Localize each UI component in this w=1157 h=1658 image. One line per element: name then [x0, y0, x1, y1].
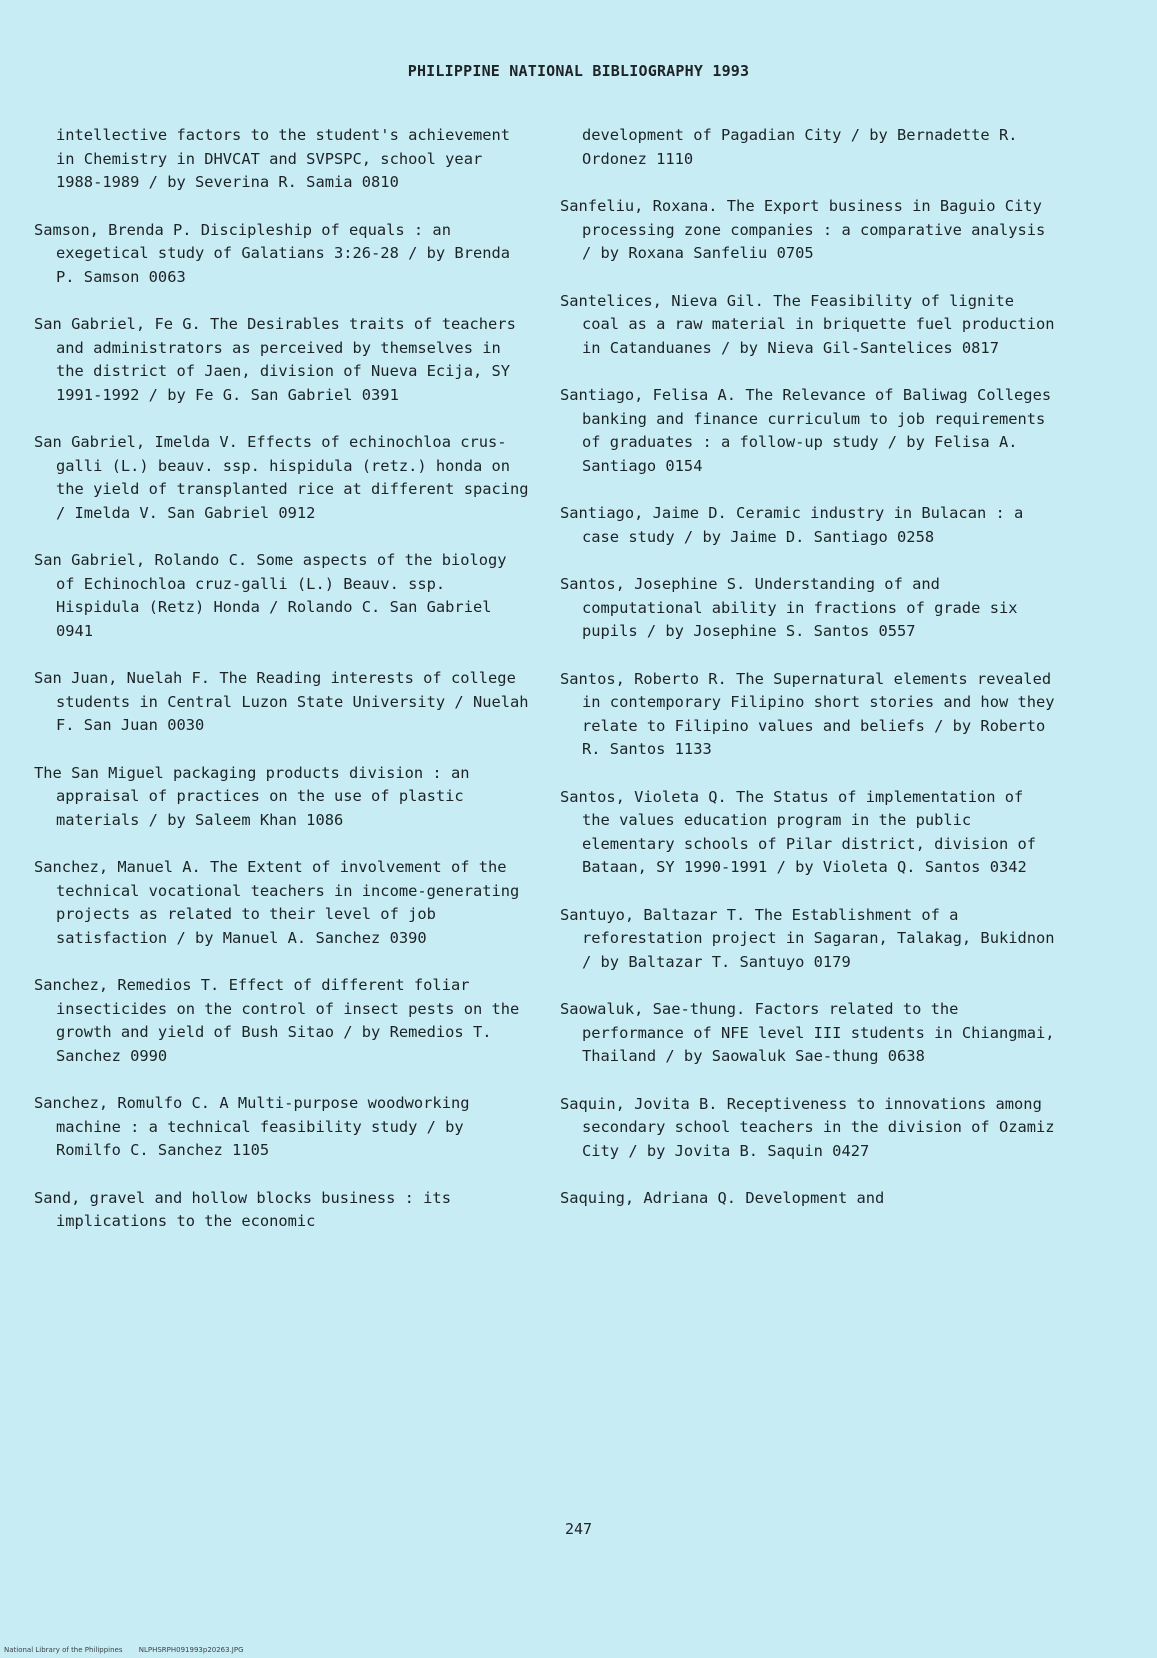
bibliography-entry: intellective factors to the student's achievement in Chemistry in DHVCAT and SVPSPC, school year 1988-1989 / by Severina R. Samia 0810 [56, 126, 511, 191]
scan-footer [4, 1646, 258, 1654]
page-number: 247 [564, 1520, 593, 1538]
bibliography-entry: Saowaluk, Sae-thung. Factors related to the performance of NFE level III students in Chiangmai, Thailand / by Saowaluk Sae-thung 0638 [560, 1000, 1055, 1065]
bibliography-entry: San Juan, Nuelah F. The Reading interests of college students in Central Luzon State University / Nuelah F. San Juan 0030 [34, 669, 529, 734]
bibliography-entry: development of Pagadian City / by Bernadette R. Ordonez 1110 [582, 126, 1018, 168]
bibliography-entry: Santos, Roberto R. The Supernatural elements revealed in contemporary Filipino short stories and how they relate to Filipino values and beliefs / by Roberto R. Santos 1133 [560, 669, 1055, 758]
footer-library: National Library of the Philippines [4, 1646, 123, 1654]
bibliography-entry: The San Miguel packaging products division : an appraisal of practices on the use of plastic materials / by Saleem Khan 1086 [34, 763, 470, 829]
bibliography-entry: San Gabriel, Fe G. The Desirables traits of teachers and administrators as perceived by themselves in the district of Jaen, division of Nueva Ecija, SY 1991-1992 / by Fe G. San Gabriel 0391 [34, 315, 516, 404]
right-column [560, 124, 1060, 1235]
bibliography-entry: Santos, Josephine S. Understanding of and computational ability in fractions of grade six pupils / by Josephine S. Santos 0557 [560, 575, 1018, 640]
bibliography-entry: Sanchez, Remedios T. Effect of different foliar insecticides on the control of insect pests on the growth and yield of Bush Sitao / by Remedios T. Sanchez 0990 [34, 976, 520, 1065]
bibliography-entry: Sand, gravel and hollow blocks business : its implications to the economic [34, 1188, 451, 1230]
bibliography-entry: Santelices, Nieva Gil. The Feasibility of lignite coal as a raw material in briquette fuel production in Catanduanes / by Nieva Gil-Santelices 0817 [560, 291, 1055, 357]
bibliography-entry: Santiago, Felisa A. The Relevance of Baliwag Colleges banking and finance curriculum to job requirements of graduates : a follow-up study / by Felisa A. Santiago 0154 [560, 386, 1052, 475]
bibliography-entry: Sanfeliu, Roxana. The Export business in Baguio City processing zone companies : a comparative analysis / by Roxana Sanfeliu 0705 [560, 197, 1046, 262]
bibliography-entry: Sanchez, Manuel A. The Extent of involvement of the technical vocational teachers in income-generating projects as related to their level of job satisfaction / by Manuel A. Sanchez 0390 [34, 858, 520, 947]
bibliography-entry: Santuyo, Baltazar T. The Establishment of a reforestation project in Sagaran, Talakag, Bukidnon / by Baltazar T. Santuyo 0179 [560, 905, 1055, 971]
bibliography-entry: San Gabriel, Rolando C. Some aspects of the biology of Echinochloa cruz-galli (L.) Beauv. ssp. Hispidula (Retz) Honda / Rolando C. San Gabriel 0941 [34, 551, 507, 640]
bibliography-entry: Saquin, Jovita B. Receptiveness to innovations among secondary school teachers in the division of Ozamiz City / by Jovita B. Saquin 0427 [560, 1094, 1055, 1160]
left-column [34, 124, 534, 1258]
page-header: PHILIPPINE NATIONAL BIBLIOGRAPHY 1993 [407, 62, 750, 80]
bibliography-entry: Saquing, Adriana Q. Development and [560, 1189, 885, 1207]
footer-file: NLPHSRPH091993p20263.JPG [138, 1646, 244, 1654]
bibliography-entry: Santiago, Jaime D. Ceramic industry in Bulacan : a case study / by Jaime D. Santiago 0258 [560, 504, 1024, 546]
bibliography-entry: Samson, Brenda P. Discipleship of equals : an exegetical study of Galatians 3:26-28 / by Brenda P. Samson 0063 [34, 220, 511, 286]
bibliography-entry: San Gabriel, Imelda V. Effects of echinochloa crus-galli (L.) beauv. ssp. hispidula (retz.) honda on the yield of transplanted rice at different spacing / Imelda V. San Gabriel 0912 [34, 433, 529, 522]
bibliography-entry: Sanchez, Romulfo C. A Multi-purpose woodworking machine : a technical feasibility study / by Romilfo C. Sanchez 1105 [34, 1094, 470, 1159]
bibliography-entry: Santos, Violeta Q. The Status of implementation of the values education program in the public elementary schools of Pilar district, division of Bataan, SY 1990-1991 / by Violeta Q. Santos 0342 [560, 787, 1037, 876]
